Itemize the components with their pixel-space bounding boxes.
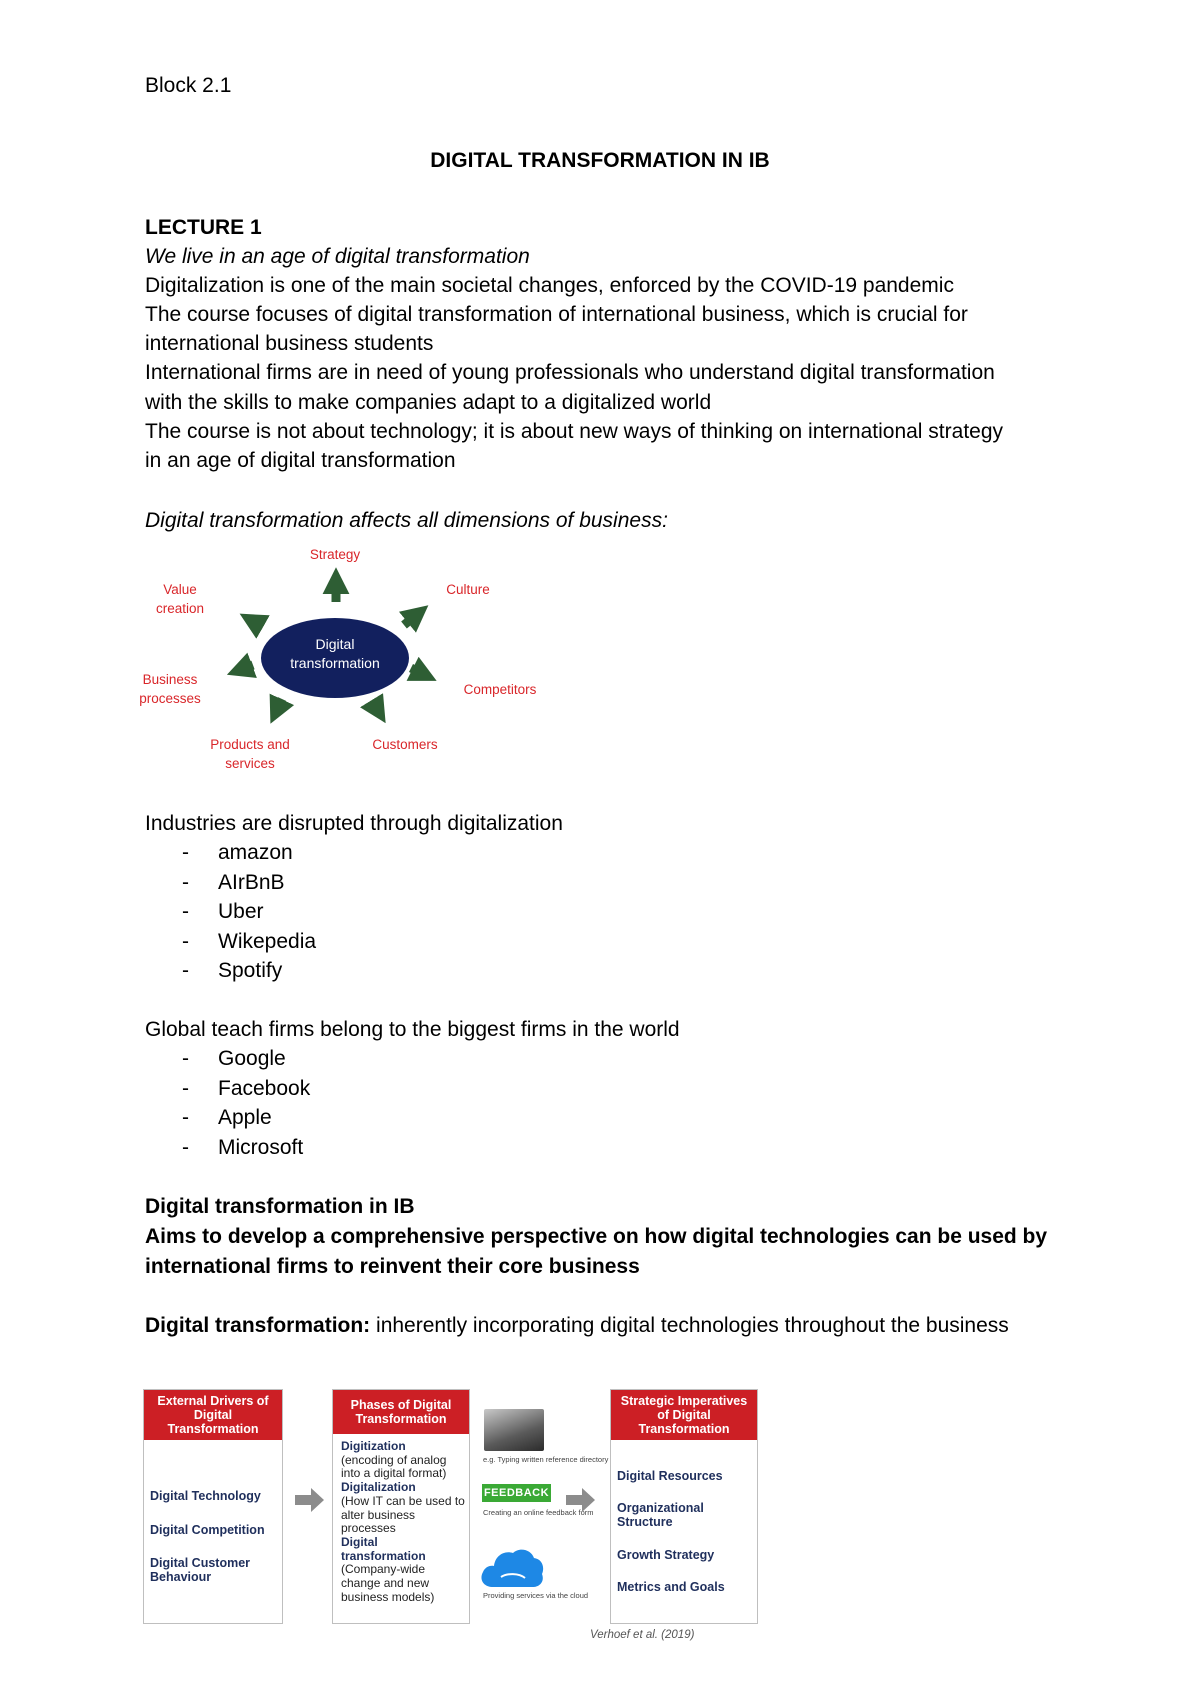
paragraph-2b: international business students xyxy=(145,332,434,355)
arrow-downleft-icon xyxy=(275,699,282,714)
image-caption: Providing services via the cloud xyxy=(483,1591,589,1600)
external-drivers-box xyxy=(143,1389,283,1624)
image-caption: e.g. Typing written reference directory xyxy=(483,1455,609,1464)
list-item: - Wikepedia xyxy=(182,929,317,953)
label-customers: Customers xyxy=(372,737,438,752)
citation: Verhoef et al. (2019) xyxy=(590,1629,695,1641)
driver-item: Digital Technology xyxy=(150,1489,261,1503)
aims-line-1: Aims to develop a comprehensive perspective on how digital technologies can be used by xyxy=(145,1225,1048,1248)
lecture-heading: LECTURE 1 xyxy=(145,216,262,239)
label-strategy: Strategy xyxy=(309,547,361,562)
list-item: - Microsoft xyxy=(182,1135,304,1159)
list-item: - Facebook xyxy=(182,1076,311,1100)
list-item: - Apple xyxy=(182,1106,272,1130)
industries-list xyxy=(145,838,316,986)
definition: Digital transformation: inherently incorporating digital technologies throughout the business xyxy=(145,1314,1009,1337)
label-culture: Culture xyxy=(446,582,490,597)
dimensions-diagram xyxy=(130,548,550,778)
list-item: - AIrBnB xyxy=(182,870,285,894)
driver-item: Digital Competition xyxy=(150,1523,265,1537)
imperative-item: Organizational Structure xyxy=(617,1501,704,1529)
aims-line-2: international firms to reinvent their core business xyxy=(145,1255,640,1278)
arrow-downright-icon xyxy=(372,701,380,714)
paragraph-4b: in an age of digital transformation xyxy=(145,449,456,472)
list-item: - amazon xyxy=(182,841,293,864)
phase-digitization: Digitization (encoding of analog into a digital format) Digitalization (How IT can be used to alter business processes Digital transformation (Company-wide change and new business models) xyxy=(341,1439,465,1604)
strategic-imperatives-header: Strategic Imperatives of Digital Transformation xyxy=(611,1390,757,1440)
external-drivers-header: External Drivers of Digital Transformation xyxy=(144,1390,282,1440)
phases-box xyxy=(332,1389,470,1624)
paragraph-3a: International firms are in need of young professionals who understand digital transformation xyxy=(145,361,995,384)
label-business-processes: Business processes xyxy=(139,672,201,706)
industries-heading: Industries are disrupted through digitalization xyxy=(145,812,563,835)
center-label: Digital transformation xyxy=(290,636,380,671)
arrow-upleft-icon xyxy=(249,619,263,627)
intro-italic: We live in an age of digital transformation xyxy=(145,245,530,268)
arrow-upright-icon xyxy=(404,612,420,625)
block-label: Block 2.1 xyxy=(145,74,232,97)
imperative-item: Digital Resources xyxy=(617,1469,723,1483)
arrow-right-icon xyxy=(566,1487,596,1513)
arrow-left-icon xyxy=(237,665,253,671)
page-title: DIGITAL TRANSFORMATION IN IB xyxy=(430,149,770,172)
label-value-creation: Value creation xyxy=(155,582,205,616)
paragraph-3b: with the skills to make companies adapt to a digitalized world xyxy=(145,391,712,414)
feedback-badge: FEEDBACK xyxy=(482,1484,551,1502)
keyboard-image xyxy=(484,1409,544,1451)
imperative-item: Growth Strategy xyxy=(617,1548,715,1562)
list-item: - Uber xyxy=(182,900,264,924)
label-products: Products and services xyxy=(210,737,290,771)
tech-heading: Global teach firms belong to the biggest firms in the world xyxy=(145,1018,680,1041)
list-item: - Spotify xyxy=(182,959,283,983)
label-competitors: Competitors xyxy=(463,682,537,697)
list-item: - Google xyxy=(182,1047,286,1070)
arrow-right-icon xyxy=(411,668,427,676)
imperative-item: Metrics and Goals xyxy=(617,1580,725,1594)
paragraph-4a: The course is not about technology; it is about new ways of thinking on international strategy xyxy=(145,420,1004,443)
arrow-right-icon xyxy=(295,1487,325,1513)
paragraph-2a: The course focuses of digital transformation of international business, which is crucial for xyxy=(145,303,968,326)
dtib-heading: Digital transformation in IB xyxy=(145,1195,415,1218)
tech-firms-list xyxy=(145,1044,310,1162)
driver-item: Digital Customer Behaviour xyxy=(150,1556,251,1584)
paragraph-1: Digitalization is one of the main societal changes, enforced by the COVID-19 pandemic xyxy=(145,274,954,297)
phases-header: Phases of Digital Transformation xyxy=(333,1390,469,1434)
image-caption: Creating an online feedback form xyxy=(483,1508,594,1517)
affects-heading: Digital transformation affects all dimensions of business: xyxy=(145,509,668,532)
strategic-imperatives-box xyxy=(610,1389,758,1624)
cloud-icon xyxy=(479,1545,545,1589)
